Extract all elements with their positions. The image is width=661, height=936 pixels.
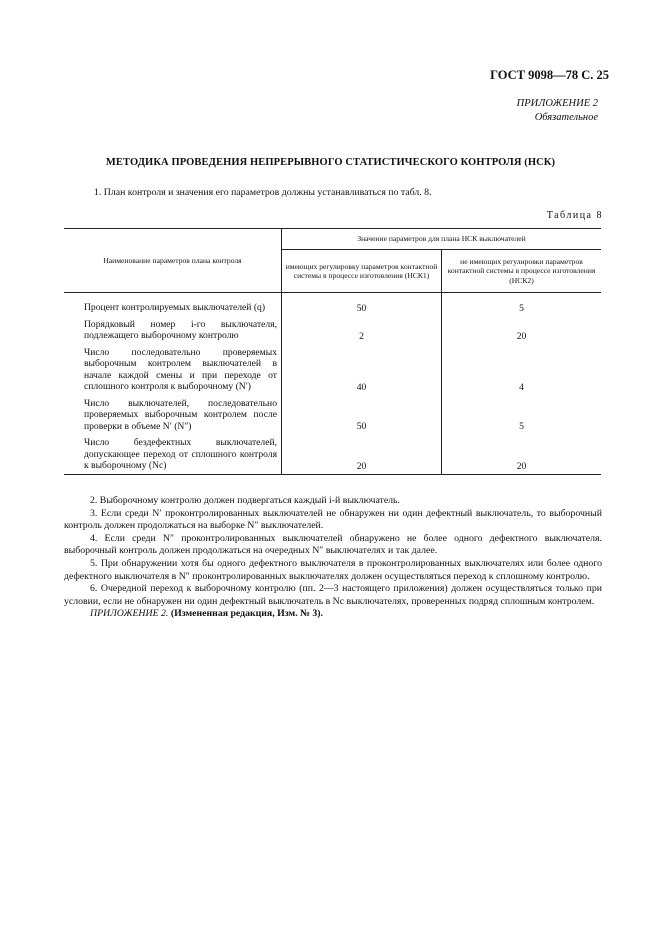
table-caption: Таблица 8 xyxy=(546,210,603,221)
row-name: Число последовательно проверяемых выборочным контролем выключателей в начале каждой смены и при переходе от сплошного контроля к выборочному (N′) xyxy=(64,344,282,395)
row-name: Число выключателей, последовательно проверяемых выборочным контролем после проверки в объеме N′ (N″) xyxy=(64,395,282,435)
column-header-nsk1: имеющих регулировку параметров контактной системы в процессе изготовления (НСК1) xyxy=(282,250,442,293)
paragraph-3: 3. Если среди N′ проконтролированных выключателей не обнаружен ни один дефектный выключатель, то выборочный контроль должен продолжаться на выборке N″ выключателей. xyxy=(64,507,602,532)
table-row xyxy=(64,395,601,435)
row-name: Процент контролируемых выключателей (q) xyxy=(64,299,282,316)
row-value-nsk1: 50 xyxy=(282,299,442,316)
row-value-nsk2: 5 xyxy=(519,421,524,432)
parameters-table xyxy=(64,228,601,475)
row-value-nsk1: 50 xyxy=(282,395,442,435)
row-value-nsk1: 20 xyxy=(282,434,442,474)
row-value-nsk2: 5 xyxy=(519,302,524,314)
notes-section xyxy=(64,495,602,621)
paragraph-5: 5. При обнаружении хотя бы одного дефектного выключателя в проконтролированных выключателях или более одного дефектного выключателя в N″ проконтролированных выключателях должен осуществляться переход к сплошному контролю. xyxy=(64,557,602,582)
paragraph-4: 4. Если среди N″ проконтролированных выключателей обнаружено не более одного дефектного выключателя. выборочный контроль должен продолжаться на очередных N″ выключателях и так далее. xyxy=(64,532,602,557)
column-header-nsk2: не имеющих регулировки параметров контактной системы в процессе изготовления (НСК2) xyxy=(442,250,602,293)
row-value-nsk2: 20 xyxy=(442,434,602,474)
table-row xyxy=(64,344,601,395)
column-header-name: Наименование параметров плана контроля xyxy=(64,229,282,293)
appendix-number: ПРИЛОЖЕНИЕ 2 xyxy=(516,98,598,109)
row-name: Порядковый номер i-го выключателя, подлежащего выборочному контролю xyxy=(64,316,282,344)
appendix-label xyxy=(517,97,598,125)
appendix-status: Обязательное xyxy=(534,112,598,123)
table-row xyxy=(64,434,601,474)
row-value-nsk1: 40 xyxy=(282,344,442,395)
row-name: Число бездефектных выключателей, допускающее переход от сплошного контроля к выборочному (Nс) xyxy=(64,434,282,474)
page-header: ГОСТ 9098—78 С. 25 xyxy=(490,68,609,82)
row-value-nsk1: 2 xyxy=(282,316,442,344)
amendment-prefix: ПРИЛОЖЕНИЕ 2. xyxy=(90,608,169,620)
amendment-note xyxy=(64,608,602,621)
paragraph-6: 6. Очередной переход к выборочному контролю (пп. 2—3 настоящего приложения) должен осуществляться только при условии, если не обнаружен ни один дефектный выключатель в Nс выключателях, проверенных подряд сплошным контролем. xyxy=(64,583,602,607)
paragraph-2: 2. Выборочному контролю должен подвергаться каждый i-й выключатель. xyxy=(90,495,400,506)
table-row xyxy=(64,299,601,316)
document-title: МЕТОДИКА ПРОВЕДЕНИЯ НЕПРЕРЫВНОГО СТАТИСТИЧЕСКОГО КОНТРОЛЯ (НСК) xyxy=(105,157,556,168)
amendment-text: (Измененная редакция, Изм. № 3). xyxy=(170,608,324,620)
row-value-nsk2: 4 xyxy=(519,381,524,393)
table-row xyxy=(64,316,601,344)
paragraph-1: 1. План контроля и значения его параметров должны устанавливаться по табл. 8. xyxy=(94,187,432,198)
column-header-group: Значение параметров для плана НСК выключателей xyxy=(282,229,602,250)
row-value-nsk2: 20 xyxy=(516,330,527,342)
